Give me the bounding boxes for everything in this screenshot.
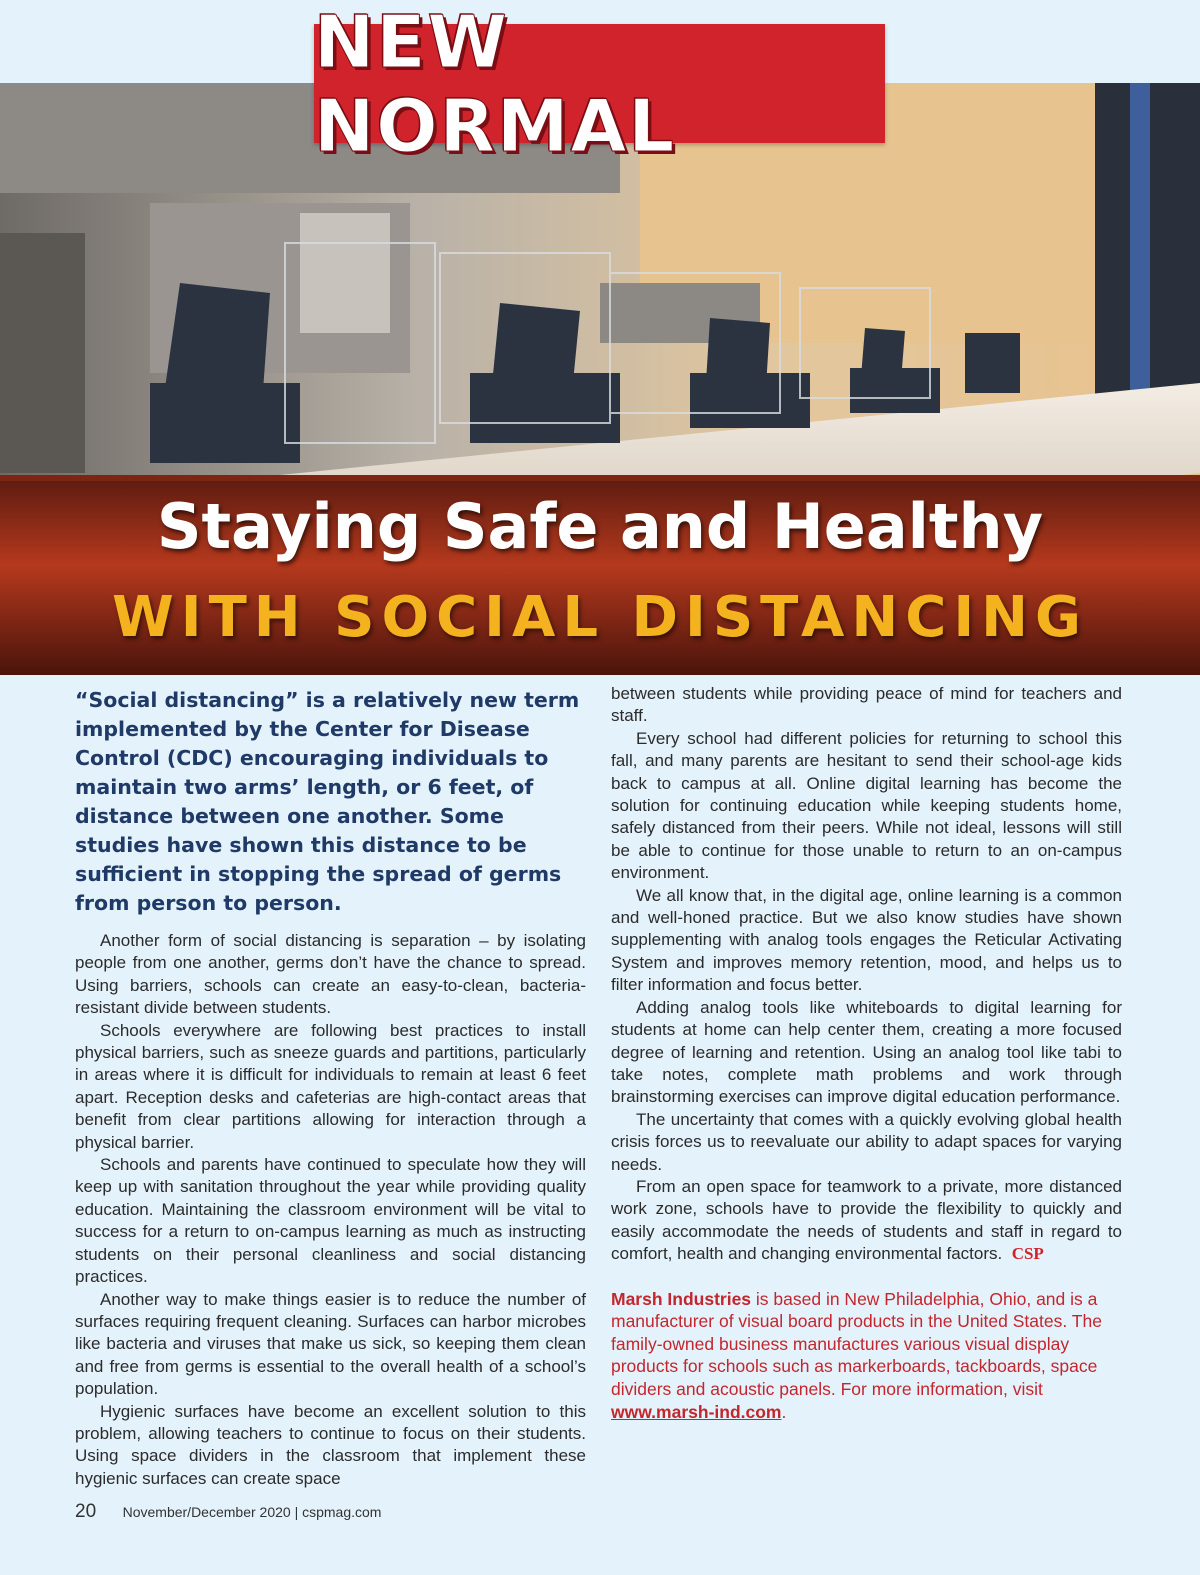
body-paragraph: Adding analog tools like whiteboards to digital learning for students at home can help center them, creating a more focused degree of learning and retention. Using an analog tool like tabi to take notes, complete math problems and work through brainstorming exercises can improve digital education performance.	[611, 997, 1122, 1107]
company-website-link[interactable]: www.marsh-ind.com	[611, 1401, 782, 1422]
page-footer	[75, 1501, 381, 1523]
body-paragraph: Hygienic surfaces have become an excellent solution to this problem, allowing teachers to continue to focus on their students. Using space dividers in the classroom that implement these hygienic surfaces can create space	[75, 1401, 586, 1488]
page-number: 20	[75, 1501, 97, 1522]
end-mark: CSP	[1011, 1244, 1044, 1264]
left-column	[75, 686, 586, 1490]
article-subtitle: WITH SOCIAL DISTANCING	[111, 585, 1089, 650]
final-paragraph-text: From an open space for teamwork to a private, more distanced work zone, schools have to provide the flexibility to quickly and easily accommodate the needs of students and staff in regard to comfort, health and changing environmental factors.	[611, 1176, 1122, 1264]
lead-paragraph: “Social distancing” is a relatively new term implemented by the Center for Disease Control (CDC) encouraging individuals to maintain two arms’ length, or 6 feet, of distance between one another. Some studies have shown this distance to be sufficient in stopping the spread of germs from person to person.	[75, 688, 580, 915]
bio-company-name: Marsh Industries	[611, 1288, 752, 1309]
body-paragraph: Another form of social distancing is separation – by isolating people from one another, germs don’t have the chance to spread. Using barriers, schools can create an easy-to-clean, bacteria-resistant divide between students.	[75, 931, 586, 1018]
section-banner	[314, 0, 885, 168]
bio-text: is based in New Philadelphia, Ohio, and is a manufacturer of visual board products in the United States. The family-owned business manufactures various visual display products for schools such as markerboards, tackboards, space dividers and acoustic panels. For more information, visit	[611, 1288, 1102, 1399]
article-title: Staying Safe and Healthy	[156, 490, 1044, 563]
body-paragraph: Every school had different policies for returning to school this fall, and many parents are hesitant to send their school-age kids back to campus at all. Online digital learning has become the solution for continuing education while keeping students home, safely distanced from their peers. While not ideal, lessons will still be able to continue for those unable to return to an on-campus environment.	[611, 728, 1122, 883]
final-paragraph	[611, 1176, 1122, 1266]
body-paragraph: We all know that, in the digital age, online learning is a common and well-honed practice. But we also know studies have shown supplementing with analog tools engages the Reticular Activating System and improves memory retention, mood, and helps us to filter information and focus better.	[611, 885, 1122, 995]
body-paragraph: The uncertainty that comes with a quickly evolving global health crisis forces us to reevaluate our ability to adapt spaces for varying needs.	[611, 1109, 1122, 1174]
body-paragraph: Schools and parents have continued to speculate how they will keep up with sanitation throughout the year while providing quality education. Maintaining the classroom environment will be vital to success for a return to on-campus learning as much as instructing students on their personal cleanliness and social distancing practices.	[75, 1155, 586, 1287]
body-paragraph: Another way to make things easier is to reduce the number of surfaces requiring frequent cleaning. Surfaces can harbor microbes like bacteria and viruses that make us sick, so keeping them clean and free from germs is essential to the overall health of a school’s population.	[75, 1289, 586, 1399]
footer-source: November/December 2020 | cspmag.com	[122, 1504, 382, 1520]
body-paragraph-continued: between students while providing peace of mind for teachers and staff.	[611, 684, 1122, 726]
right-column	[611, 683, 1122, 1423]
bio-end: .	[781, 1401, 787, 1422]
company-bio	[611, 1288, 1122, 1424]
banner-label: NEW NORMAL	[314, 0, 677, 168]
body-paragraph: Schools everywhere are following best practices to install physical barriers, such as sneeze guards and partitions, particularly in areas where it is difficult for individuals to remain at least 6 feet apart. Reception desks and cafeterias are high-contact areas that benefit from clear partitions allowing for interaction through a physical barrier.	[75, 1020, 586, 1152]
